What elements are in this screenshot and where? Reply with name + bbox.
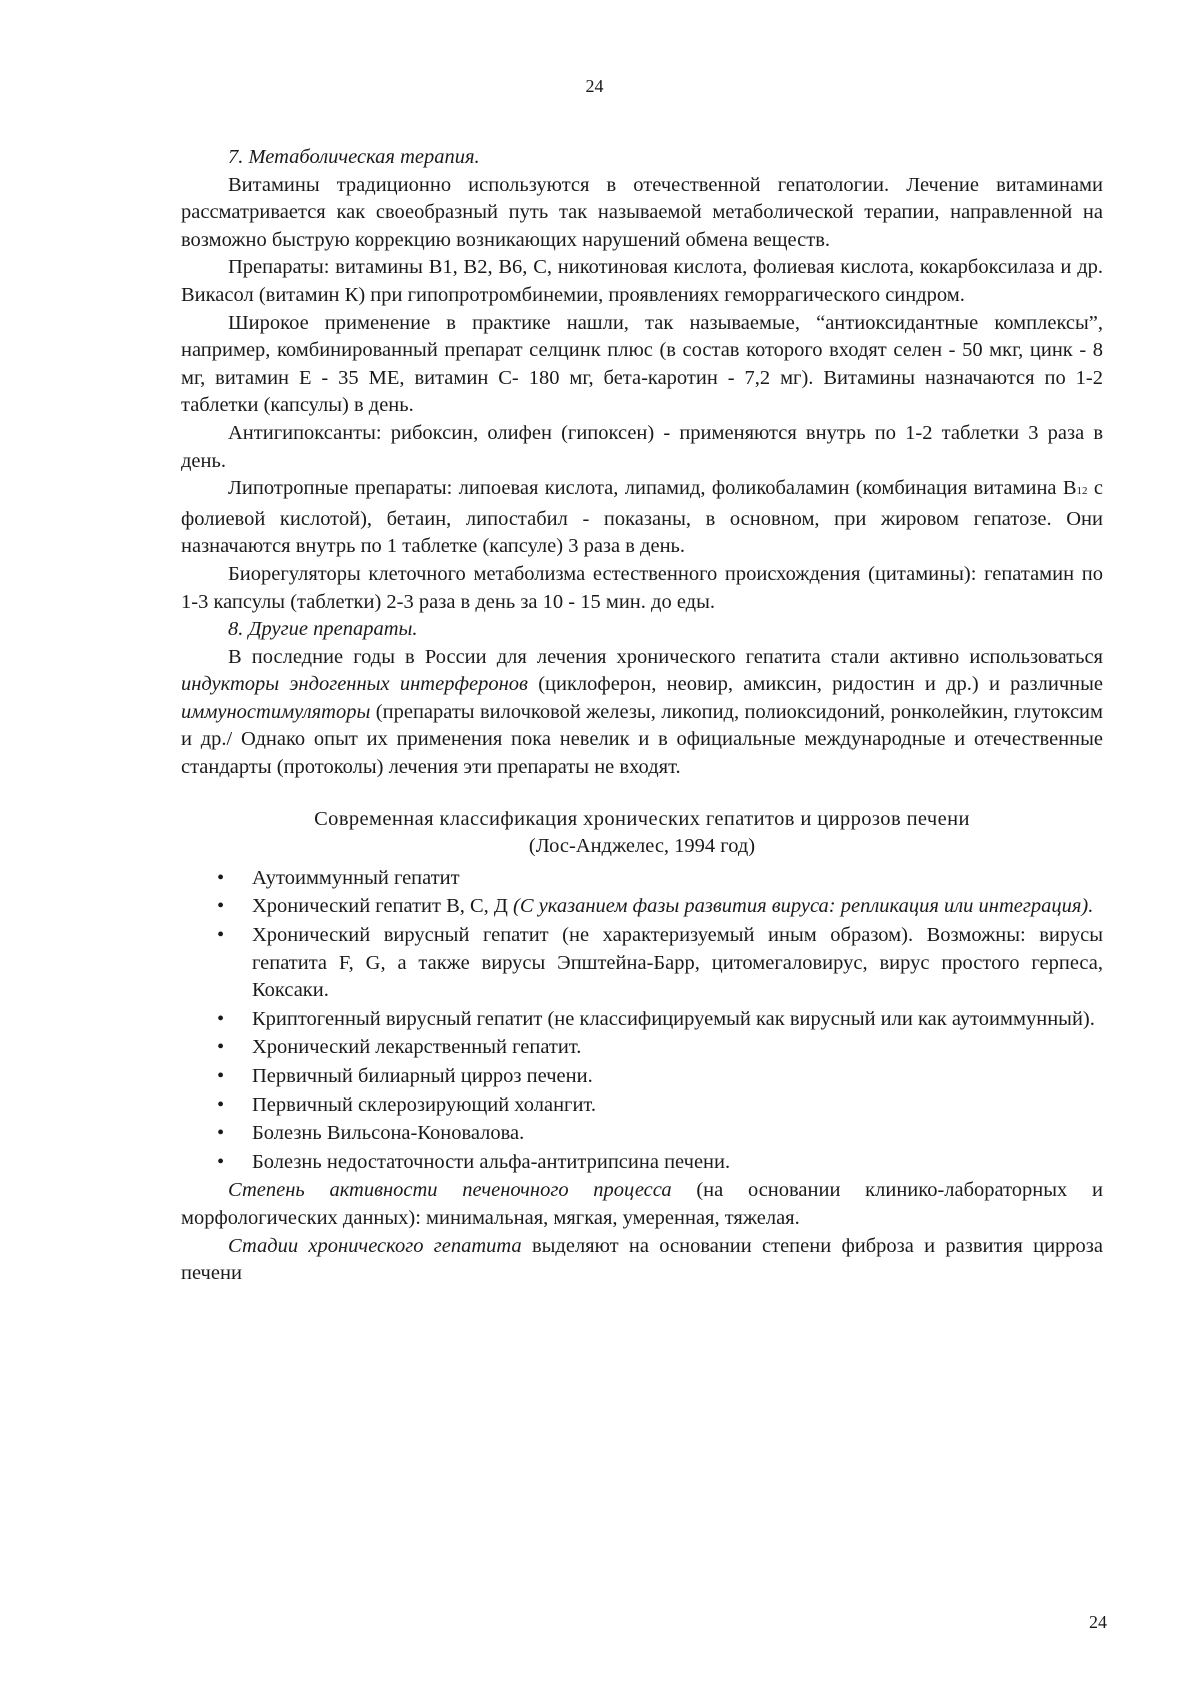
list-item <box>181 1120 1103 1148</box>
bullet-icon: • <box>217 924 225 947</box>
bullet-icon: • <box>217 1007 225 1030</box>
paragraph: Широкое применение в практике нашли, так называемые, “антиоксидантные комплексы”, например, комбинированный препарат селцинк плюс (в состав которого входят селен - 50 мкг, цинк - 8 мг, витамин Е - 35 МЕ, витамин С- 180 мг, бета-каротин - 7,2 мг). Витамины назначаются по 1-2 таблетки (капсулы) в день. <box>181 311 1103 417</box>
section-7-heading: 7. Метаболическая терапия. <box>228 146 480 168</box>
list-item-text: Первичный склерозирующий холангит. <box>252 1093 596 1116</box>
list-item-text: Болезнь недостаточности альфа-антитрипсина печени. <box>252 1150 731 1173</box>
paragraph <box>181 1177 1103 1232</box>
paragraph: Препараты: витамины В1, В2, В6, С, никотиновая кислота, фолиевая кислота, кокарбоксилаза и др. Викасол (витамин К) при гипопротромбинемии, проявлениях геморрагического синдром. <box>181 256 1103 306</box>
italic-term: индукторы эндогенных интерферонов <box>181 673 528 696</box>
bullet-icon: • <box>217 895 225 918</box>
paragraph <box>181 644 1103 782</box>
bullet-icon: • <box>217 1122 225 1145</box>
bullet-icon: • <box>217 1065 225 1087</box>
paragraph <box>181 475 1103 561</box>
paragraph: Антигипоксанты: рибоксин, олифен (гипоксен) - применяются внутрь по 1-2 таблетки 3 раза в день. <box>181 421 1103 472</box>
italic-term: Степень активности печеночного процесса <box>228 1179 672 1202</box>
list-item <box>181 1149 1103 1177</box>
list-item-text: Первичный билиарный цирроз печени. <box>252 1065 593 1087</box>
italic-term: иммуностимуляторы <box>181 700 371 723</box>
list-item <box>181 1006 1103 1034</box>
classification-subtitle: (Лос-Анджелес, 1994 год) <box>528 835 756 858</box>
list-item <box>181 893 1103 921</box>
list-item <box>181 1063 1103 1091</box>
paragraph <box>181 1233 1103 1288</box>
page-content <box>181 144 1103 1288</box>
list-item <box>181 1034 1103 1062</box>
text-run: Липотропные препараты: липоевая кислота, липамид, фоликобаламин (комбинация витамина В <box>228 477 1077 500</box>
classification-list <box>181 865 1103 1177</box>
list-item-text: Аутоиммунный гепатит <box>252 866 460 889</box>
list-item-text: Хронический гепатит В, С, Д <box>252 895 514 918</box>
text-run: (препараты вилочковой железы, ликопид, полиоксидоний, ронколейкин, глутоксим и др./ Однако опыт их применения пока невелик и в официальные международные и отечественные стандарты (протоколы) лечения эти препараты не входят. <box>181 700 1103 779</box>
text-run: В последние годы в России для лечения хронического гепатита стали активно использоваться <box>228 645 1103 668</box>
page-number-bottom: 24 <box>1089 1612 1107 1632</box>
bullet-icon: • <box>217 1150 225 1173</box>
text-run: выделяют на основании степени фиброза и развития цирроза печени <box>181 1234 1103 1285</box>
list-item <box>181 865 1103 893</box>
text-run: с фолиевой кислотой), бетаин, липостабил - показаны, в основном, при жировом гепатозе. Они назначаются внутрь по 1 таблетке (капсуле) 3 раза в день. <box>181 477 1103 558</box>
subscript: 12 <box>1076 485 1088 498</box>
paragraph: Биорегуляторы клеточного метаболизма естественного происхождения (цитамины): гепатамин по 1-3 капсулы (таблетки) 2-3 раза в день за 10 - 15 мин. до еды. <box>181 562 1103 613</box>
paragraph: Витамины традиционно используются в отечественной гепатологии. Лечение витаминами рассматривается как своеобразный путь так называемой метаболической терапии, направленной на возможно быструю коррекцию возникающих нарушений обмена веществ. <box>181 173 1103 251</box>
text-run: (на основании клинико-лабораторных и морфологических данных): минимальная, мягкая, умеренная, тяжелая. <box>181 1179 1103 1229</box>
list-item <box>181 922 1103 1005</box>
bullet-icon: • <box>217 1036 225 1059</box>
list-item-text: Криптогенный вирусный гепатит (не классифицируемый как вирусный или как аутоиммунный). <box>252 1007 1095 1030</box>
list-item-note: (С указанием фазы развития вируса: репликация или интеграция). <box>513 895 1094 918</box>
list-item-text: Хронический лекарственный гепатит. <box>252 1036 582 1059</box>
bullet-icon: • <box>217 866 225 889</box>
classification-title: Современная классификация хронических гепатитов и циррозов печени <box>314 807 970 830</box>
page-number-top: 24 <box>585 76 604 96</box>
text-run: (циклоферон, неовир, амиксин, ридостин и др.) и различные <box>527 673 1103 696</box>
list-item-text: Хронический вирусный гепатит (не характеризуемый иным образом). Возможны: вирусы гепатита F, G, а также вирусы Эпштейна-Барр, цитомегаловирус, вирус простого герпеса, Коксаки. <box>252 924 1103 1002</box>
list-item <box>181 1092 1103 1120</box>
bullet-icon: • <box>217 1093 225 1116</box>
section-8-heading: 8. Другие препараты. <box>228 618 418 641</box>
italic-term: Стадии хронического гепатита <box>228 1234 522 1257</box>
list-item-text: Болезнь Вильсона-Коновалова. <box>252 1122 525 1145</box>
